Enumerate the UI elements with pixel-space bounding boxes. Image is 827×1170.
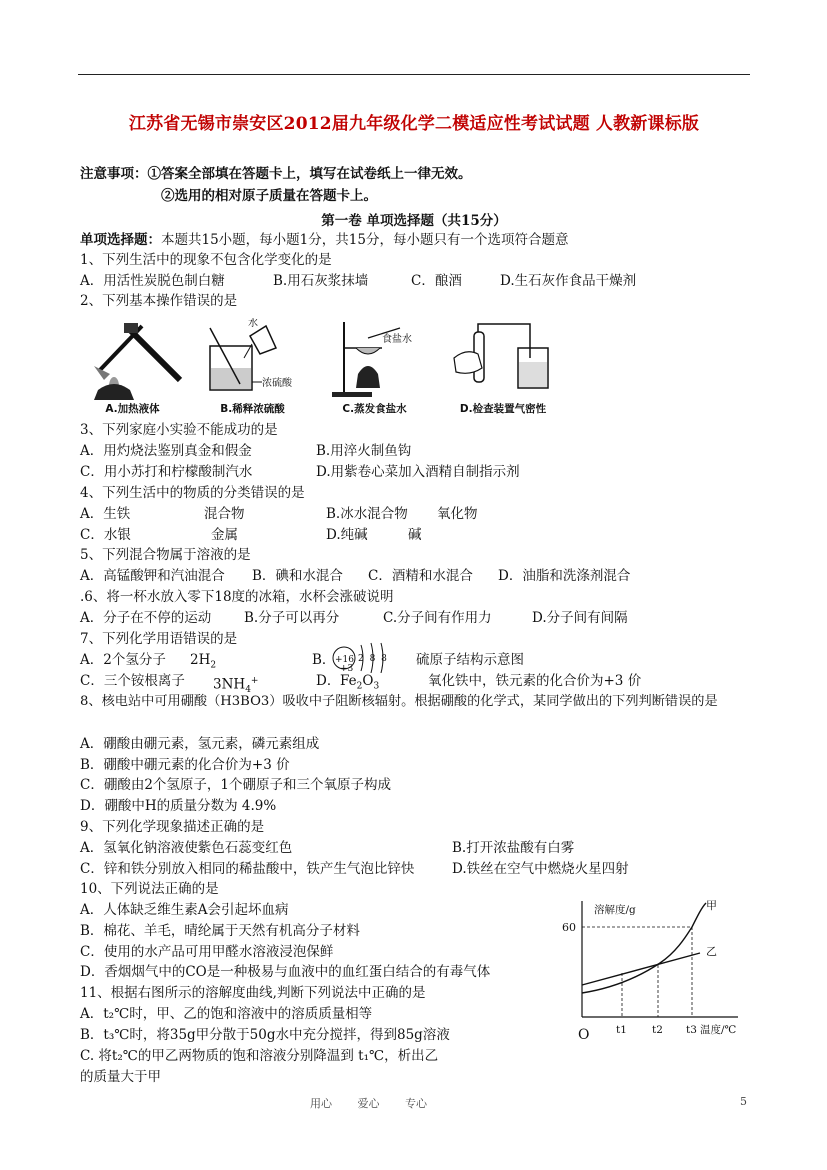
- series-jia-label: 甲: [706, 899, 717, 912]
- x-tick-t2: t2: [652, 1024, 663, 1036]
- q1-option-a: A．用活性炭脱色制白糖: [80, 273, 225, 289]
- q5-option-c: C．酒精和水混合: [368, 568, 473, 584]
- notes-line-2: ②选用的相对原子质量在答题卡上。: [161, 188, 377, 204]
- sulfur-shells-label: 2 8 8: [358, 654, 387, 664]
- label-acid: 浓硫酸: [262, 378, 292, 389]
- notes: [80, 163, 472, 207]
- q6-option-c: C.分子间有作用力: [383, 610, 492, 626]
- q3-option-c: C．用小苏打和柠檬酸制汽水: [80, 464, 253, 480]
- q10-option-b: B．棉花、羊毛，晴纶属于天然有机高分子材料: [80, 923, 360, 939]
- page-title: 江苏省无锡市崇安区2012届九年级化学二模适应性考试试题 人教新课标版: [128, 114, 700, 134]
- q7-option-a: A．2个氢分子: [80, 652, 166, 668]
- airtight-illustration: [448, 318, 558, 402]
- q11-option-a: A．t₂℃时，甲、乙的饱和溶液中的溶质质量相等: [80, 1006, 373, 1022]
- q5-option-d: D．油脂和洗涤剂混合: [498, 568, 631, 584]
- q7-c-symbol: 3NH: [213, 676, 246, 693]
- solubility-chart: [560, 897, 750, 1047]
- q1-option-d: D.生石灰作食品干燥剂: [500, 273, 637, 289]
- intro: [80, 231, 568, 249]
- q6-option-a: A．分子在不停的运动: [80, 610, 212, 626]
- q7-stem: 7、下列化学用语错误的是: [80, 631, 238, 647]
- q1-option-c: C．酿酒: [411, 273, 462, 289]
- q6-stem: .6、将一杯水放入零下18度的冰箱，水杯会涨破说明: [80, 589, 394, 605]
- dilute-acid-illustration: [200, 318, 305, 402]
- top-rule: [78, 74, 750, 75]
- q3-option-d: D.用紫卷心菜加入酒精自制指示剂: [316, 464, 520, 480]
- q8-option-d: D．硼酸中H的质量分数为 4.9%: [80, 798, 277, 814]
- caption-d: D.检查装置气密性: [459, 403, 547, 415]
- q7-d-fe: Fe: [340, 673, 357, 689]
- label-water: 水: [248, 318, 258, 329]
- q9-option-c: C．锌和铁分别放入相同的稀盐酸中，铁产生气泡比锌快: [80, 861, 415, 877]
- q6-option-d: D.分子间有间隔: [532, 610, 628, 626]
- notes-line-1: 注意事项：①答案全部填在答题卡上，填写在试卷纸上一律无效。: [80, 166, 472, 182]
- sulfur-nucleus-label: +16: [335, 655, 354, 665]
- q4-option-a: A．生铁: [80, 506, 131, 522]
- evaporate-illustration: [322, 318, 427, 402]
- page-number: 5: [740, 1095, 747, 1108]
- heating-liquid-illustration: [80, 318, 185, 402]
- q7-option-d: D．: [316, 673, 341, 689]
- q9-option-a: A．氢氧化钠溶液使紫色石蕊变红色: [80, 840, 293, 856]
- q7-option-b: B．: [312, 652, 336, 668]
- q7-option-b-desc: 硫原子结构示意图: [416, 652, 524, 668]
- q7-d-sub2: 3: [373, 681, 380, 692]
- label-salt-water: 食盐水: [382, 334, 412, 345]
- q9-stem: 9、下列化学现象描述正确的是: [80, 819, 265, 835]
- q5-stem: 5、下列混合物属于溶液的是: [80, 547, 251, 563]
- q7-option-d-desc: 氧化铁中，铁元素的化合价为+3 价: [428, 673, 642, 689]
- q7-a-symbol: 2H: [190, 652, 211, 668]
- q10-stem: 10、下列说法正确的是: [80, 881, 219, 897]
- q10-option-c: C．使用的水产品可用甲醛水溶液浸泡保鲜: [80, 944, 334, 960]
- q7-d-valence: +3: [340, 664, 354, 674]
- x-axis-label: 温度/℃: [700, 1024, 737, 1036]
- q8-option-a: A．硼酸由硼元素，氢元素，磷元素组成: [80, 736, 320, 752]
- q1-stem: 1、下列生活中的现象不包含化学变化的是: [80, 252, 332, 268]
- q4-option-a-class: 混合物: [204, 506, 245, 522]
- q10-option-d: D．香烟烟气中的CO是一种极易与血液中的血红蛋白结合的有毒气体: [80, 964, 491, 980]
- q7-d-o: O: [362, 673, 374, 689]
- q7-option-c: C．三个铵根离子: [80, 673, 185, 689]
- caption-a: A.加热液体: [105, 403, 160, 415]
- figure-dilute-acid: [200, 318, 305, 416]
- q10-option-a: A．人体缺乏维生素A会引起坏血病: [80, 902, 289, 918]
- figure-evaporate: [322, 318, 427, 416]
- q11-stem: 11、根据右图所示的溶解度曲线,判断下列说法中正确的是: [80, 985, 426, 1001]
- q11-option-c: C. 将t₂℃的甲乙两物质的饱和溶液分别降温到 t₁℃，析出乙: [80, 1048, 439, 1064]
- q4-stem: 4、下列生活中的物质的分类错误的是: [80, 485, 305, 501]
- x-tick-t3: t3: [686, 1024, 697, 1036]
- caption-c: C.蒸发食盐水: [342, 403, 407, 415]
- q7-c-sub: 4: [245, 685, 251, 696]
- q4-option-d: D.纯碱: [326, 527, 368, 543]
- intro-text: 本题共15小题，每小题1分，共15分，每小题只有一个选项符合题意: [161, 232, 569, 248]
- series-yi-line: [582, 953, 700, 985]
- section-title: 第一卷 单项选择题（共15分）: [321, 213, 507, 229]
- caption-b: B.稀释浓硫酸: [220, 403, 285, 415]
- q7-d-sub1: 2: [356, 681, 363, 692]
- q8-stem: 8、核电站中可用硼酸（H3BO3）吸收中子阻断核辐射。根据硼酸的化学式，某同学做出的下列判断错误的是: [80, 694, 718, 709]
- q4-option-b-class: 氧化物: [437, 506, 478, 522]
- solubility-chart-svg: [560, 897, 750, 1047]
- q11-option-b: B．t₃℃时，将35g甲分散于50g水中充分搅拌，得到85g溶液: [80, 1027, 450, 1043]
- q9-option-b: B.打开浓盐酸有白雾: [452, 840, 575, 856]
- q1-option-b: B.用石灰浆抹墙: [273, 273, 369, 289]
- intro-label: 单项选择题：: [80, 232, 161, 248]
- figure-heating-liquid: [80, 318, 185, 416]
- y-axis-label: 溶解度/g: [594, 904, 636, 916]
- origin-label: O: [578, 1027, 590, 1043]
- q3-stem: 3、下列家庭小实验不能成功的是: [80, 422, 278, 438]
- y-tick-60: 60: [562, 921, 576, 934]
- q7-a-sub: 2: [210, 660, 217, 671]
- q4-option-d-class: 碱: [408, 527, 422, 543]
- q6-option-b: B.分子可以再分: [244, 610, 340, 626]
- q8-option-b: B．硼酸中硼元素的化合价为+3 价: [80, 757, 290, 773]
- series-yi-label: 乙: [706, 945, 717, 958]
- footer-motto: 用心 爱心 专心: [310, 1097, 427, 1110]
- q2-figures: [80, 318, 547, 416]
- x-tick-t1: t1: [616, 1024, 627, 1036]
- q4-option-c-class: 金属: [211, 527, 238, 543]
- q9-option-d: D.铁丝在空气中燃烧火星四射: [452, 861, 629, 877]
- q11-option-c-cont: 的质量大于甲: [80, 1069, 161, 1085]
- q3-option-a: A．用灼烧法鉴别真金和假金: [80, 443, 252, 459]
- q7-c-sup: +: [250, 676, 259, 686]
- q2-stem: 2、下列基本操作错误的是: [80, 293, 238, 309]
- q3-option-b: B.用淬火制鱼钩: [316, 443, 412, 459]
- q5-option-a: A．高锰酸钾和汽油混合: [80, 568, 225, 584]
- q4-option-b: B.冰水混合物: [326, 506, 408, 522]
- q5-option-b: B．碘和水混合: [252, 568, 343, 584]
- figure-airtight: [448, 318, 558, 416]
- q4-option-c: C．水银: [80, 527, 131, 543]
- q8-option-c: C．硼酸由2个氢原子，1个硼原子和三个氧原子构成: [80, 777, 392, 793]
